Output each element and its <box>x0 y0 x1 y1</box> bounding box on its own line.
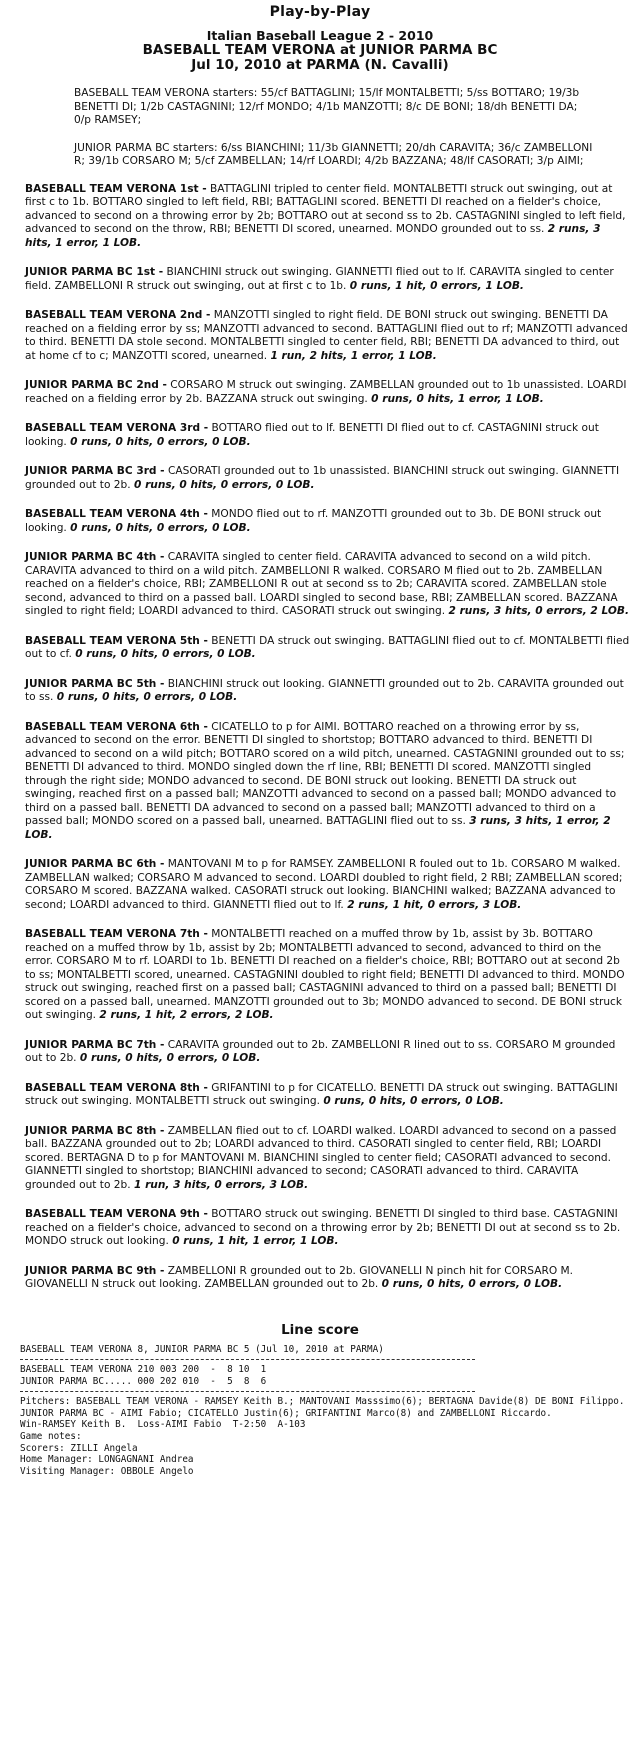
inning-summary: 2 runs, 3 hits, 1 error, 1 LOB. <box>25 223 601 249</box>
home-starters: JUNIOR PARMA BC starters: 6/ss BIANCHINI; 11/3b GIANNETTI; 20/dh CARAVITA; 36/c ZAMBELLONI R; 39/1b CORSARO M; 5/cf ZAMBELLAN; 14/rf LOARDI; 4/2b BAZZANA; 48/lf CASORATI; 3/p AIMI; <box>74 141 593 167</box>
inning-play-text: BIANCHINI struck out swinging. GIANNETTI flied out to lf. CARAVITA singled to center field. ZAMBELLONI R struck out swinging, out at first c to 1b. <box>25 266 614 292</box>
matchup: BASEBALL TEAM VERONA at JUNIOR PARMA BC <box>142 42 498 58</box>
inning-summary: 3 runs, 3 hits, 1 error, 2 LOB. <box>25 815 611 841</box>
game-header <box>8 28 632 73</box>
inning-play-text: MANTOVANI M to p for RAMSEY. ZAMBELLONI R fouled out to 1b. CORSARO M walked. ZAMBELLAN walked; CORSARO M advanced to second. LOARDI doubled to right field, 2 RBI; ZAMBELLAN scored; CORSARO M scored. BAZZANA walked. CASORATI struck out looking. BIANCHINI walked; BAZZANA advanced to second; LOARDI advanced to third. GIANNETTI flied out to lf. <box>25 858 623 911</box>
visitor-starters: BASEBALL TEAM VERONA starters: 55/cf BATTAGLINI; 15/lf MONTALBETTI; 5/ss BOTTARO; 19/3b BENETTI DI; 1/2b CASTAGNINI; 12/rf MONDO; 4/1b MANZOTTI; 8/c DE BONI; 18/dh BENETTI DA; 0/p RAMSEY; <box>74 87 580 126</box>
spacer <box>8 1249 632 1265</box>
spacer <box>8 293 632 309</box>
inning-play-text: CARAVITA grounded out to 2b. ZAMBELLONI R lined out to ss. CORSARO M grounded out to 2b. <box>25 1038 616 1064</box>
inning-play-text: GRIFANTINI to p for CICATELLO. BENETTI DA struck out swinging. BATTAGLINI struck out swinging. MONTALBETTI struck out swinging. <box>25 1081 618 1107</box>
pitchers-line: Pitchers: BASEBALL TEAM VERONA - RAMSEY Keith B.; MANTOVANI Masssimo(6); BERTAGNA Davide(8) DE BONI Filippo. JUNIOR PARMA BC - AIMI Fabio; CICATELLO Justin(6); GRIFANTINI Marco(8) and ZAMBELLONI Riccardo. <box>20 1396 625 1419</box>
inning-paragraph <box>25 465 630 492</box>
date-place: Jul 10, 2010 at PARMA (N. Cavalli) <box>191 57 449 73</box>
inning-team-label: BASEBALL TEAM VERONA 4th - <box>25 508 208 520</box>
inning-play-text: ZAMBELLONI R grounded out to 2b. GIOVANELLI N pinch hit for CORSARO M. GIOVANELLI N struck out looking. ZAMBELLAN grounded out to 2b. <box>25 1264 574 1290</box>
line-score-home-row: JUNIOR PARMA BC..... 000 202 010 - 5 8 6 <box>20 1375 267 1387</box>
inning-paragraph <box>25 678 630 705</box>
inning-summary: 0 runs, 0 hits, 0 errors, 0 LOB. <box>70 521 251 534</box>
spacer <box>8 705 632 721</box>
inning-summary: 1 run, 2 hits, 1 error, 1 LOB. <box>270 349 437 362</box>
page-title: Play-by-Play <box>269 4 371 20</box>
inning-summary: 1 run, 3 hits, 0 errors, 3 LOB. <box>134 1178 309 1191</box>
spacer <box>8 662 632 678</box>
inning-play-text: CICATELLO to p for AIMI. BOTTARO reached on a throwing error by ss, advanced to second on the error. BENETTI DI singled to shortstop; BOTTARO advanced to third. BENETTI DI advanced to second on a wild pitch; BOTTARO scored on a wild pitch, unearned. CASTAGNINI grounded out to ss; BENETTI DI advanced to third. MONDO singled down the rf line, RBI; BENETTI DI scored. MANZOTTI singled through the right side; MONDO advanced to second. DE BONI struck out looking. BENETTI DA struck out swinging, reached first on a passed ball; MANZOTTI advanced to second on a passed ball; MONDO advanced to third on a passed ball. BENETTI DA advanced to second on a passed ball; MANZOTTI advanced to third on a passed ball; MONDO scored on a passed ball, unearned. BATTAGLINI flied out to ss. <box>25 720 625 827</box>
inning-summary: 0 runs, 0 hits, 0 errors, 0 LOB. <box>79 1052 261 1064</box>
inning-summary: 0 runs, 0 hits, 0 errors, 0 LOB. <box>381 1278 563 1290</box>
inning-paragraph <box>25 721 630 843</box>
spacer <box>8 912 632 928</box>
inning-summary: 2 runs, 1 hit, 0 errors, 3 LOB. <box>347 898 522 911</box>
inning-paragraph <box>25 508 630 535</box>
inning-paragraph <box>25 266 630 293</box>
spacer <box>8 363 632 379</box>
play-by-play-document <box>0 4 640 1477</box>
spacer <box>8 1192 632 1208</box>
inning-team-label: BASEBALL TEAM VERONA 3rd - <box>25 422 209 434</box>
inning-summary: 0 runs, 0 hits, 0 errors, 0 LOB. <box>323 1095 504 1107</box>
line-score-visitor-row: BASEBALL TEAM VERONA 210 003 200 - 8 10 1 <box>20 1364 267 1376</box>
inning-summary: 0 runs, 0 hits, 0 errors, 0 LOB. <box>56 691 238 703</box>
inning-team-label: JUNIOR PARMA BC 2nd - <box>25 379 167 391</box>
inning-paragraph <box>25 379 630 406</box>
inning-summary: 0 runs, 1 hit, 0 errors, 1 LOB. <box>349 279 524 292</box>
inning-team-label: BASEBALL TEAM VERONA 5th - <box>25 634 208 647</box>
inning-paragraph <box>25 1125 630 1193</box>
inning-summary: 2 runs, 1 hit, 2 errors, 2 LOB. <box>99 1009 274 1021</box>
inning-team-label: JUNIOR PARMA BC 3rd - <box>25 465 165 477</box>
inning-summary: 0 runs, 1 hit, 1 error, 1 LOB. <box>172 1235 339 1247</box>
inning-play-text: BOTTARO flied out to lf. BENETTI DI flied out to cf. CASTAGNINI struck out looking. <box>25 422 599 448</box>
inning-play-text: CARAVITA singled to center field. CARAVITA advanced to second on a wild pitch. CARAVITA advanced to third on a wild pitch. ZAMBELLONI R walked. CORSARO M flied out to 2b. ZAMBELLAN reached on a fielder's choice, RBI; ZAMBELLONI R out at second ss to 2b; CARAVITA scored. ZAMBELLAN stole second, advanced to third on a passed ball. LOARDI singled to second base, RBI; ZAMBELLAN scored. BAZZANA singled to right field; LOARDI advanced to third. CASORATI struck out swinging. <box>25 551 618 617</box>
decisions-line: Win-RAMSEY Keith B. Loss-AIMI Fabio T-2:50 A-103 <box>20 1419 306 1431</box>
inning-summary: 0 runs, 0 hits, 0 errors, 0 LOB. <box>75 648 256 660</box>
inning-team-label: BASEBALL TEAM VERONA 6th - <box>25 720 208 733</box>
inning-team-label: BASEBALL TEAM VERONA 1st - <box>25 182 207 195</box>
game-notes: Game notes: <box>20 1431 82 1443</box>
spacer <box>8 406 632 422</box>
inning-paragraph <box>25 1039 630 1066</box>
spacer <box>8 1109 632 1125</box>
inning-summary: 0 runs, 0 hits, 0 errors, 0 LOB. <box>134 478 315 491</box>
line-score-final: BASEBALL TEAM VERONA 8, JUNIOR PARMA BC 5 (Jul 10, 2010 at PARMA) <box>20 1343 384 1355</box>
inning-team-label: JUNIOR PARMA BC 5th - <box>25 677 165 690</box>
inning-paragraph <box>25 309 630 363</box>
inning-play-text: BATTAGLINI tripled to center field. MONTALBETTI struck out swinging, out at first c to 1b. BOTTARO singled to left field, RBI; BATTAGLINI scored. BENETTI DI reached on a fielder's choice, advanced to second on a throwing error by 2b; BOTTARO out at second ss to 2b. CASTAGNINI singled to left field, advanced to second on the throw, RBI; BENETTI DI scored, unearned. MONDO grounded out to ss. <box>25 182 626 235</box>
visiting-manager: Visiting Manager: OBBOLE Angelo <box>20 1465 194 1477</box>
inning-team-label: BASEBALL TEAM VERONA 8th - <box>25 1081 208 1094</box>
inning-team-label: JUNIOR PARMA BC 7th - <box>25 1038 165 1051</box>
home-manager: Home Manager: LONGAGNANI Andrea <box>20 1454 194 1466</box>
inning-team-label: BASEBALL TEAM VERONA 7th - <box>25 928 208 940</box>
inning-team-label: JUNIOR PARMA BC 1st - <box>25 266 164 278</box>
spacer <box>8 492 632 508</box>
inning-paragraph <box>25 858 630 912</box>
inning-paragraph <box>25 183 630 251</box>
inning-team-label: JUNIOR PARMA BC 6th - <box>25 858 165 870</box>
inning-team-label: JUNIOR PARMA BC 4th - <box>25 551 165 563</box>
league-name: Italian Baseball League 2 - 2010 <box>206 28 434 43</box>
inning-paragraph <box>25 1082 630 1109</box>
divider <box>20 1391 475 1392</box>
spacer <box>8 449 632 465</box>
spacer <box>8 1292 632 1308</box>
starters-section <box>74 87 594 169</box>
inning-paragraph <box>25 1265 630 1292</box>
spacer <box>8 619 632 635</box>
inning-paragraph <box>25 551 630 619</box>
spacer <box>8 1023 632 1039</box>
inning-team-label: JUNIOR PARMA BC 9th - <box>25 1264 165 1277</box>
spacer <box>8 535 632 551</box>
divider <box>20 1359 475 1360</box>
spacer <box>8 842 632 858</box>
inning-play-text: CASORATI grounded out to 1b unassisted. BIANCHINI struck out swinging. GIANNETTI grounded out to 2b. <box>25 465 620 491</box>
inning-play-text: ZAMBELLAN flied out to cf. LOARDI walked. LOARDI advanced to second on a passed ball. BAZZANA grounded out to 2b; LOARDI advanced to third. CASORATI singled to center field, RBI; LOARDI scored. BERTAGNA D to p for MANTOVANI M. BIANCHINI singled to center field; CASORATI advanced to second. GIANNETTI singled to shortstop; BIANCHINI advanced to second; CASORATI advanced to third. CARAVITA grounded out to 2b. <box>25 1124 617 1191</box>
inning-paragraph <box>25 422 630 449</box>
innings-list <box>8 183 632 1308</box>
inning-paragraph <box>25 928 630 1023</box>
inning-play-text: MANZOTTI singled to right field. DE BONI struck out swinging. BENETTI DA reached on a fielding error by ss; MANZOTTI advanced to second. BATTAGLINI flied out to rf; MANZOTTI advanced to third. BENETTI DA stole second. MONTALBETTI singled to center field, RBI; BENETTI DA advanced to third, out at home cf to c; MANZOTTI scored, unearned. <box>25 309 628 362</box>
scorers: Scorers: ZILLI Angela <box>20 1442 138 1454</box>
inning-summary: 0 runs, 0 hits, 1 error, 1 LOB. <box>371 392 544 405</box>
inning-play-text: BOTTARO struck out swinging. BENETTI DI singled to third base. CASTAGNINI reached on a fielder's choice, advanced to second on a throwing error by 2b; BENETTI DI out at second ss to 2b. MONDO struck out looking. <box>25 1208 621 1247</box>
inning-play-text: MONTALBETTI reached on a muffed throw by 1b, assist by 3b. BOTTARO reached on a muffed throw by 1b, assist by 2b; MONTALBETTI advanced to second, advanced to third on the error. CORSARO M to rf. LOARDI to 1b. BENETTI DI reached on a fielder's choice, RBI; BOTTARO out at second 2b to ss; MONTALBETTI scored, unearned. CASTAGNINI doubled to right field; BENETTI DI advanced to third. MONDO struck out swinging, reached first on a passed ball; CASTAGNINI advanced to third on a passed ball; BENETTI DI scored on a passed ball, unearned. MANZOTTI grounded out to 3b; MONDO advanced to second. DE BONI struck out swinging. <box>25 928 625 1021</box>
inning-team-label: BASEBALL TEAM VERONA 2nd - <box>25 309 211 321</box>
inning-play-text: CORSARO M struck out swinging. ZAMBELLAN grounded out to 1b unassisted. LOARDI reached on a fielding error by 2b. BAZZANA struck out swinging. <box>25 379 627 405</box>
inning-team-label: JUNIOR PARMA BC 8th - <box>25 1124 165 1137</box>
inning-play-text: BENETTI DA struck out swinging. BATTAGLINI flied out to cf. MONTALBETTI flied out to cf. <box>25 634 630 660</box>
inning-paragraph <box>25 635 630 662</box>
inning-team-label: BASEBALL TEAM VERONA 9th - <box>25 1208 208 1220</box>
spacer <box>8 1066 632 1082</box>
inning-play-text: BIANCHINI struck out looking. GIANNETTI grounded out to 2b. CARAVITA grounded out to ss. <box>25 677 624 703</box>
spacer <box>8 250 632 266</box>
inning-summary: 2 runs, 3 hits, 0 errors, 2 LOB. <box>448 605 629 617</box>
inning-paragraph <box>25 1208 630 1249</box>
line-score-title: Line score <box>281 1321 359 1338</box>
inning-play-text: MONDO flied out to rf. MANZOTTI grounded out to 3b. DE BONI struck out looking. <box>25 508 602 534</box>
inning-summary: 0 runs, 0 hits, 0 errors, 0 LOB. <box>70 435 251 448</box>
